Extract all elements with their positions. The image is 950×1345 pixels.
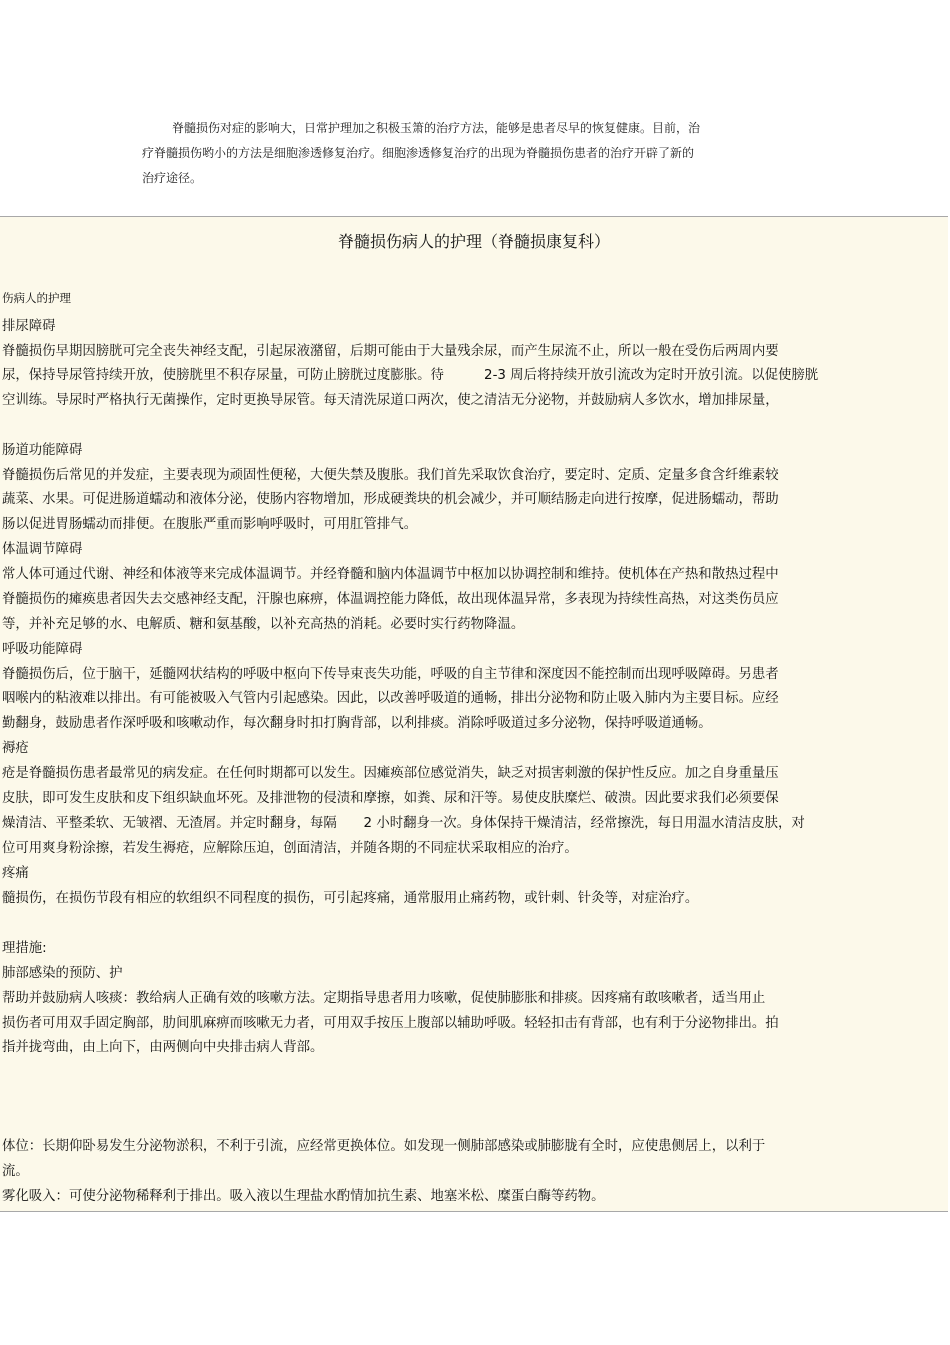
section-heading: 疼痛 bbox=[2, 866, 29, 881]
article-panel bbox=[0, 216, 948, 1212]
article-title: 脊髓损伤病人的护理（脊髓损康复科） bbox=[337, 232, 610, 251]
intro-line: 治疗途径。 bbox=[142, 171, 203, 185]
section-text: 伤病人的护理 bbox=[2, 291, 71, 305]
section-heading: 肠道功能障碍 bbox=[2, 443, 83, 458]
paragraph-line: 流。 bbox=[2, 1164, 29, 1179]
paragraph-line: 尿，保持导尿管持续开放，使膀胱里不积存尿量，可防止膀胱过度膨胀。待 2-3 周后将持续开放引流改为定时开放引流。以促使膀胱 bbox=[2, 368, 819, 383]
paragraph-line: 等，并补充足够的水、电解质、糖和氨基酸，以补充高热的消耗。必要时实行药物降温。 bbox=[2, 617, 525, 632]
paragraph-line: 脊髓损伤的瘫痪患者因失去交感神经支配，汗腺也麻痹，体温调控能力降低，故出现体温异常，多表现为持续性高热，对这类伤员应 bbox=[2, 592, 779, 607]
paragraph-line: 帮助并鼓励病人咳痰：教给病人正确有效的咳嗽方法。定期指导患者用力咳嗽，促使肺膨胀和排痰。因疼痛有敢咳嗽者，适当用止 bbox=[2, 991, 766, 1006]
paragraph-line: 脊髓损伤早期因膀胱可完全丧失神经支配，引起尿液潴留，后期可能由于大量残余尿，而产生尿流不止，所以一般在受伤后两周内要 bbox=[2, 344, 779, 359]
paragraph-line: 体位：长期仰卧易发生分泌物淤积，不利于引流，应经常更换体位。如发现一侧肺部感染或肺膨胧有全时，应使患侧居上，以利于 bbox=[2, 1139, 766, 1154]
intro-line: 疗脊髓损伤哟小的方法是细胞渗透修复治疗。细胞渗透修复治疗的出现为脊髓损伤患者的治疗开辟了新的 bbox=[142, 146, 695, 160]
paragraph-line: 髓损伤，在损伤节段有相应的软组织不同程度的损伤，可引起疼痛，通常服用止痛药物，或针刺、针灸等，对症治疗。 bbox=[2, 891, 699, 906]
section-heading: 褥疮 bbox=[2, 741, 29, 756]
paragraph-line: 损伤者可用双手固定胸部，肋间肌麻痹而咳嗽无力者，可用双手按压上腹部以辅助呼吸。轻轻扣击有背部，也有利于分泌物排出。拍 bbox=[2, 1016, 779, 1031]
paragraph-line: 雾化吸入：可使分泌物稀释利于排出。吸入液以生理盐水酌情加抗生素、地塞米松、糜蛋白酶等药物。 bbox=[2, 1189, 605, 1204]
paragraph-line: 脊髓损伤后常见的并发症，主要表现为顽固性便秘，大便失禁及腹胀。我们首先采取饮食治疗，要定时、定质、定量多食含纤维素较 bbox=[2, 468, 779, 483]
section-heading: 排尿障碍 bbox=[2, 319, 56, 334]
section-heading: 体温调节障碍 bbox=[2, 542, 83, 557]
paragraph-line: 位可用爽身粉涂擦，若发生褥疮，应解除压迫，创面清洁，并随各期的不同症状采取相应的治疗。 bbox=[2, 841, 578, 856]
section-heading: 肺部感染的预防、护 bbox=[2, 966, 123, 981]
intro-line: 脊髓损伤对症的影响大，日常护理加之积极玉箫的治疗方法，能够是患者尽早的恢复健康。目前，治 bbox=[172, 121, 701, 135]
paragraph-line: 咽喉内的粘液难以排出。有可能被吸入气管内引起感染。因此，以改善呼吸道的通畅，排出分泌物和防止吸入肺内为主要目标。应经 bbox=[2, 691, 779, 706]
paragraph-line: 疮是脊髓损伤患者最常见的病发症。在任何时期都可以发生。因瘫痪部位感觉消失，缺乏对损害刺激的保护性反应。加之自身重量压 bbox=[2, 766, 779, 781]
paragraph-line: 指并拢弯曲，由上向下，由两侧向中央排击病人背部。 bbox=[2, 1040, 324, 1055]
intro-paragraph bbox=[142, 116, 752, 191]
paragraph-line: 蔬菜、水果。可促进肠道蠕动和液体分泌，使肠内容物增加，形成硬粪块的机会减少，并可顺结肠走向进行按摩，促进肠蠕动，帮助 bbox=[2, 492, 779, 507]
paragraph-line: 脊髓损伤后，位于脑干，延髓网状结构的呼吸中枢向下传导束丧失功能，呼吸的自主节律和深度因不能控制而出现呼吸障碍。另患者 bbox=[2, 667, 779, 682]
paragraph-line: 肠以促进胃肠蠕动而排便。在腹胀严重而影响呼吸时，可用肛管排气。 bbox=[2, 517, 418, 532]
paragraph-line: 勤翻身，鼓励患者作深呼吸和咳嗽动作，每次翻身时扣打胸背部，以利排痰。消除呼吸道过多分泌物，保持呼吸道通畅。 bbox=[2, 716, 712, 731]
paragraph-line: 常人体可通过代谢、神经和体液等来完成体温调节。并经脊髓和脑内体温调节中枢加以协调控制和维持。使机体在产热和散热过程中 bbox=[2, 567, 779, 582]
paragraph-line: 皮肤，即可发生皮肤和皮下组织缺血坏死。及排泄物的侵渍和摩擦，如粪、尿和汗等。易使皮肤糜烂、破溃。因此要求我们必须要保 bbox=[2, 791, 779, 806]
paragraph-line: 燥清洁、平整柔软、无皱褶、无渣屑。并定时翻身，每隔 2 小时翻身一次。身体保持干燥清洁，经常擦洗，每日用温水清洁皮肤，对 bbox=[2, 816, 805, 831]
paragraph-line: 空训练。导尿时严格执行无菌操作，定时更换导尿管。每天清洗尿道口两次，使之清洁无分泌物，并鼓励病人多饮水，增加排尿量， bbox=[2, 393, 779, 408]
section-heading: 呼吸功能障碍 bbox=[2, 642, 83, 657]
section-heading: 理措施: bbox=[2, 941, 47, 956]
